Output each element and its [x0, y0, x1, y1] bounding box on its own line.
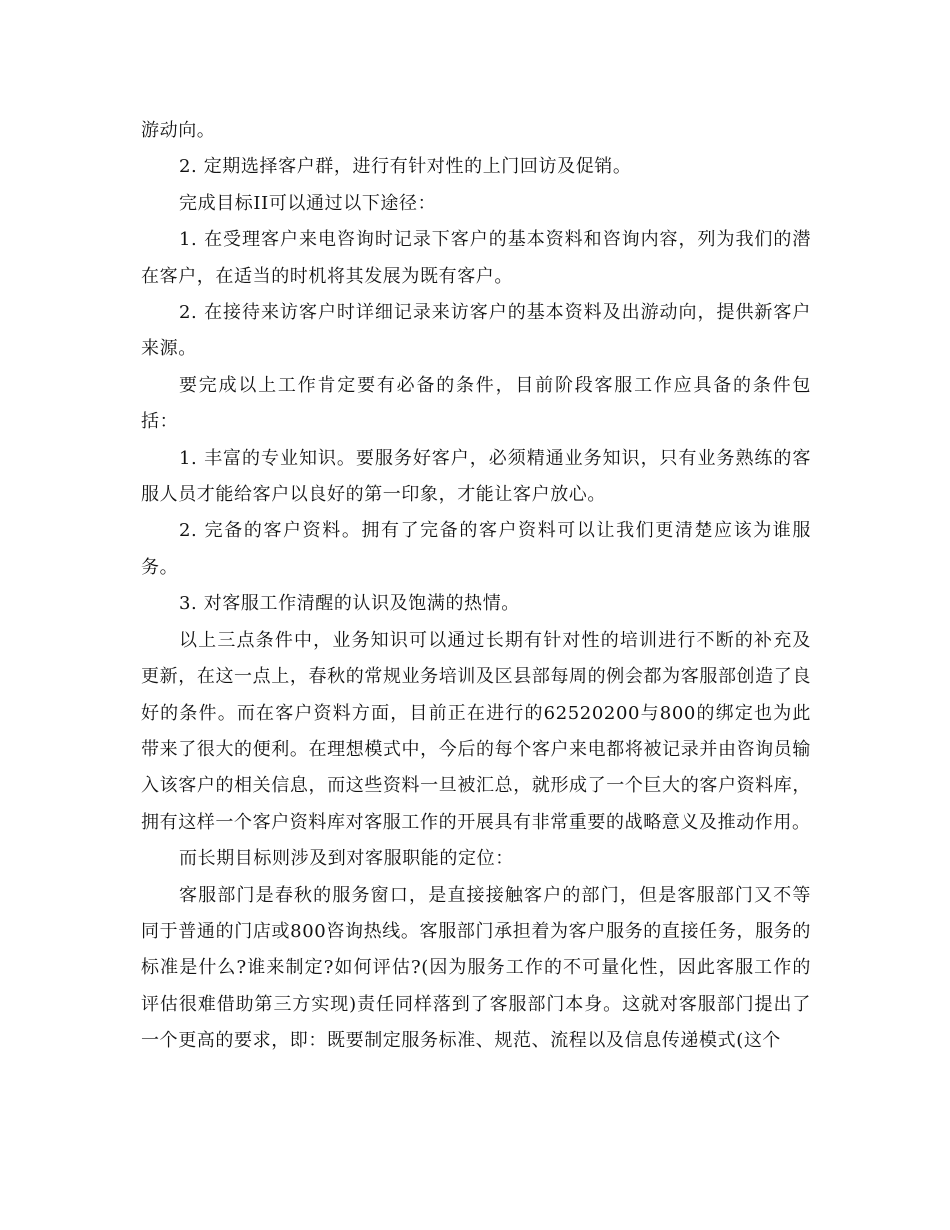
paragraph-6: 要完成以上工作肯定要有必备的条件，目前阶段客服工作应具备的条件包括：	[141, 374, 811, 433]
paragraph-4: 1. 在受理客户来电咨询时记录下客户的基本资料和咨询内容，列为我们的潜在客户，在适当的时机将其发展为既有客户。	[141, 229, 811, 287]
paragraph-2: 2. 定期选择客户群，进行有针对性的上门回访及促销。	[179, 156, 632, 178]
paragraph-7: 1. 丰富的专业知识。要服务好客户，必须精通业务知识，只有业务熟练的客服人员才能给客户以良好的第一印象，才能让客户放心。	[141, 447, 811, 506]
paragraph-10: 以上三点条件中，业务知识可以通过长期有针对性的培训进行不断的补充及更新，在这一点上，春秋的常规业务培训及区县部每周的例会都为客服部创造了良好的条件。而在客户资料方面，目前正在进行的62520200与800的绑定也为此带来了很大的便利。在理想模式中，今后的每个客户来电都将被记录并由咨询员输入该客户的相关信息，而这些资料一旦被汇总，就形成了一个巨大的客户资料库，拥有这样一个客户资料库对客服工作的开展具有非常重要的战略意义及推动作用。	[141, 629, 811, 833]
paragraph-9: 3. 对客服工作清醒的认识及饱满的热情。	[179, 593, 520, 615]
paragraph-1: 游动向。	[141, 120, 216, 141]
paragraph-11: 而长期目标则涉及到对客服职能的定位：	[179, 848, 514, 870]
paragraph-12: 客服部门是春秋的服务窗口，是直接接触客户的部门，但是客服部门又不等同于普通的门店或800咨询热线。客服部门承担着为客户服务的直接任务，服务的标准是什么?谁来制定?如何评估?(因为服务工作的不可量化性，因此客服工作的评估很难借助第三方实现)责任同样落到了客服部门本身。这就对客服部门提出了一个更高的要求，即：既要制定服务标准、规范、流程以及信息传递模式(这个	[141, 884, 811, 1052]
paragraph-3: 完成目标II可以通过以下途径：	[179, 192, 437, 214]
paragraph-5: 2. 在接待来访客户时详细记录来访客户的基本资料及出游动向，提供新客户来源。	[141, 302, 811, 360]
document-body	[141, 113, 811, 1060]
paragraph-8: 2. 完备的客户资料。拥有了完备的客户资料可以让我们更清楚应该为谁服务。	[141, 520, 811, 578]
